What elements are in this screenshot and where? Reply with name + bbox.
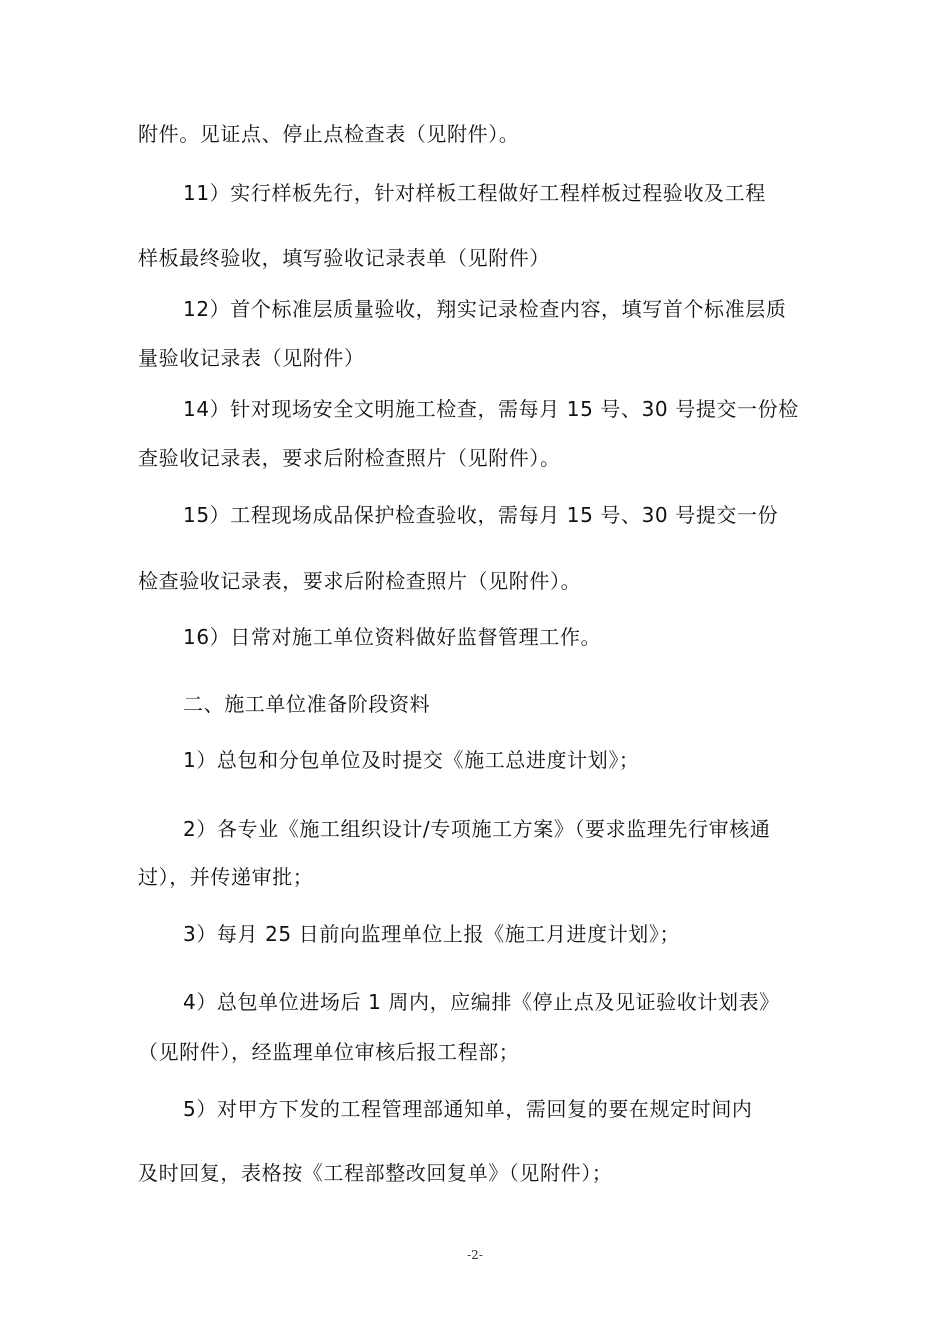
page-number: -2- (467, 1248, 483, 1262)
text-line: 16）日常对施工单位资料做好监督管理工作。 (183, 625, 602, 649)
text-line: 3）每月 25 日前向监理单位上报《施工月进度计划》； (183, 922, 681, 946)
text-line: 样板最终验收，填写验收记录表单（见附件） (138, 246, 550, 270)
text-line: 12）首个标准层质量验收，翔实记录检查内容，填写首个标准层质 (183, 297, 787, 321)
text-line: 1）总包和分包单位及时提交《施工总进度计划》； (183, 748, 640, 772)
text-line: 5）对甲方下发的工程管理部通知单，需回复的要在规定时间内 (183, 1097, 753, 1121)
section-heading: 二、施工单位准备阶段资料 (183, 692, 431, 716)
text-line: 附件。见证点、停止点检查表（见附件）。 (138, 122, 520, 146)
text-line: （见附件），经监理单位审核后报工程部； (138, 1040, 520, 1064)
text-line: 量验收记录表（见附件） (138, 346, 365, 370)
text-line: 15）工程现场成品保护检查验收，需每月 15 号、30 号提交一份 (183, 503, 779, 527)
text-line: 4）总包单位进场后 1 周内，应编排《停止点及见证验收计划表》 (183, 990, 780, 1014)
text-line: 查验收记录表，要求后附检查照片（见附件）。 (138, 446, 561, 470)
text-line: 过），并传递审批； (138, 865, 314, 889)
text-line: 11）实行样板先行，针对样板工程做好工程样板过程验收及工程 (183, 181, 766, 205)
text-line: 2）各专业《施工组织设计/专项施工方案》（要求监理先行审核通 (183, 817, 771, 841)
text-line: 及时回复，表格按《工程部整改回复单》（见附件）； (138, 1161, 613, 1185)
text-line: 14）针对现场安全文明施工检查，需每月 15 号、30 号提交一份检 (183, 397, 799, 421)
text-line: 检查验收记录表，要求后附检查照片（见附件）。 (138, 569, 582, 593)
